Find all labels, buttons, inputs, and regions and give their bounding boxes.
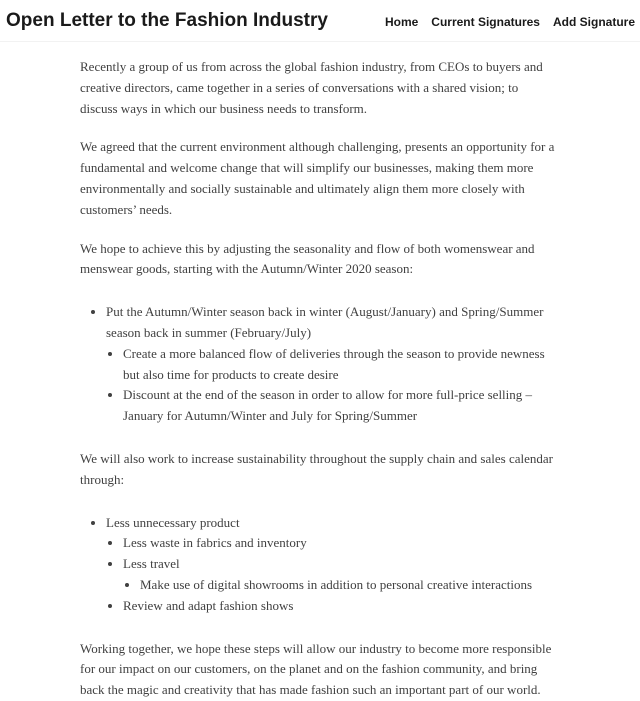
bullet-sublist bbox=[106, 533, 558, 616]
site-header bbox=[0, 0, 640, 42]
list-item-text: Put the Autumn/Winter season back in winter (August/January) and Spring/Summer season back in summer (February/July) bbox=[106, 304, 544, 340]
paragraph-agreement: We agreed that the current environment although challenging, presents an opportunity for a fundamental and welcome change that will simplify our businesses, making them more environmentally and socially sustainable and ultimately align them more closely with customers’ needs. bbox=[80, 139, 555, 217]
list-item bbox=[123, 344, 558, 386]
bullet-sublist bbox=[106, 344, 558, 427]
list-item-text: Make use of digital showrooms in addition to personal creative interactions bbox=[140, 576, 533, 592]
list-item bbox=[123, 533, 558, 554]
list-item bbox=[123, 554, 558, 596]
list-item-text: Less travel bbox=[123, 556, 180, 572]
nav-add-signature[interactable]: Add Signature bbox=[552, 15, 635, 29]
bullet-subsublist bbox=[123, 575, 558, 596]
paragraph-seasonality: We hope to achieve this by adjusting the seasonality and flow of both womenswear and menswear goods, starting with the Autumn/Winter 2020 season: bbox=[80, 240, 535, 277]
paragraph-closing: Working together, we hope these steps will allow our industry to become more responsible for our impact on our customers, on the planet and on the fashion community, and bring back the magic and creativity that has made fashion such an important part of our world. bbox=[80, 640, 552, 698]
list-item-text: Create a more balanced flow of deliveries through the season to provide newness but also time for products to create desire bbox=[123, 345, 545, 382]
bullet-list-seasonality bbox=[80, 302, 558, 427]
letter-content bbox=[0, 42, 640, 701]
main-nav bbox=[385, 15, 635, 29]
list-item bbox=[123, 385, 558, 427]
nav-home[interactable]: Home bbox=[384, 15, 419, 29]
list-item-text: Less waste in fabrics and inventory bbox=[123, 535, 307, 551]
list-item bbox=[140, 575, 558, 596]
list-item-text: Discount at the end of the season in order to allow for more full-price selling – January for Autumn/Winter and July for Spring/Summer bbox=[123, 387, 533, 424]
paragraph-sustainability: We will also work to increase sustainability throughout the supply chain and sales calendar through: bbox=[80, 450, 553, 487]
paragraph-intro: Recently a group of us from across the global fashion industry, from CEOs to buyers and creative directors, came together in a series of conversations with a shared vision; to discuss ways in which our business needs to transform. bbox=[80, 59, 543, 116]
nav-current-signatures[interactable]: Current Signatures bbox=[431, 15, 540, 29]
list-item-text: Review and adapt fashion shows bbox=[123, 597, 294, 613]
page-title: Open Letter to the Fashion Industry bbox=[6, 10, 328, 31]
list-item bbox=[106, 513, 558, 617]
list-item bbox=[106, 302, 558, 427]
list-item-text: Less unnecessary product bbox=[106, 514, 240, 530]
list-item bbox=[123, 596, 558, 617]
bullet-list-sustainability bbox=[80, 513, 558, 617]
